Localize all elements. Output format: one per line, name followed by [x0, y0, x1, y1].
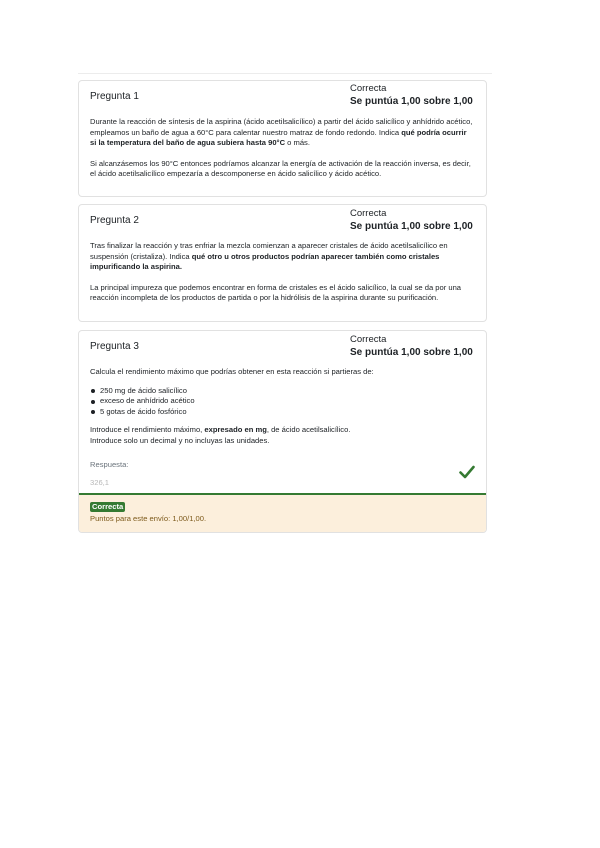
question-card-2: [78, 204, 487, 322]
question-prompt: [90, 241, 475, 273]
prompt-emphasis: qué otro u otros productos podrían aparecer también como cristales impurificando la aspirina.: [90, 251, 440, 271]
feedback-panel: [79, 493, 486, 532]
instruction-text: [90, 425, 475, 436]
question-title: Pregunta 2: [90, 215, 139, 226]
question-text: [90, 241, 475, 304]
question-card-3: [78, 330, 487, 533]
list-item: exceso de anhídrido acético: [90, 396, 475, 407]
question-title: Pregunta 1: [90, 91, 139, 102]
prompt-part: o más.: [285, 138, 310, 147]
question-text: [90, 367, 475, 446]
instruction-part: Introduce el rendimiento máximo,: [90, 425, 205, 434]
check-icon: [459, 465, 475, 479]
question-status: [350, 82, 473, 108]
instruction-emphasis: expresado en mg: [204, 425, 267, 434]
prompt-part: Tras finalizar la reacción y tras enfriar la mezcla comienzan a aparecer cristales de ácido acetilsalicílico en suspensión (cristaliza). Indica: [90, 241, 448, 261]
points-text: Puntos para este envío: 1,00/1,00.: [90, 514, 207, 523]
question-prompt: Calcula el rendimiento máximo que podrías obtener en esta reacción si partieras de:: [90, 367, 374, 376]
grade-text: Se puntúa 1,00 sobre 1,00: [350, 221, 473, 232]
question-status: [350, 207, 473, 233]
answer-label: Respuesta:: [90, 460, 129, 469]
status-text: Correcta: [350, 208, 387, 219]
question-prompt: [90, 117, 475, 149]
question-card-1: [78, 80, 487, 197]
answer-input[interactable]: 326,1: [90, 478, 110, 487]
correct-badge: Correcta: [92, 502, 124, 511]
question-status: [350, 333, 473, 359]
answer-text: Si alcanzásemos los 90°C entonces podríamos alcanzar la energía de activación de la reacción inversa, es decir, el ácido acetilsalicílico empezaría a descomponerse en ácido salicílico y ácido acético.: [90, 158, 471, 178]
status-text: Correcta: [350, 334, 387, 345]
grade-text: Se puntúa 1,00 sobre 1,00: [350, 96, 473, 107]
list-item: 250 mg de ácido salicílico: [90, 386, 475, 397]
status-text: Correcta: [350, 83, 387, 94]
answer-text: La principal impureza que podemos encontrar en forma de cristales es el ácido salicílico, la cual se da por una reacción incompleta de los productos de partida o por la hidrólisis de la aspirina durante su purificación.: [90, 282, 462, 302]
top-divider: [78, 73, 492, 74]
reagent-list: [90, 386, 475, 418]
question-text: [90, 117, 475, 180]
prompt-emphasis: qué podría ocurrir si la temperatura del baño de agua subiera hasta 90°C: [90, 127, 467, 147]
instruction-part: , de ácido acetilsalicílico.: [266, 425, 351, 434]
prompt-part: Durante la reacción de síntesis de la aspirina (ácido acetilsalicílico) a partir del ácido salicílico y anhídrido acético, empleamos un baño de agua a 60°C para calentar nuestro matraz de fondo redondo. Indica: [90, 117, 473, 137]
list-item: 5 gotas de ácido fosfórico: [90, 407, 475, 418]
grade-text: Se puntúa 1,00 sobre 1,00: [350, 347, 473, 358]
question-title: Pregunta 3: [90, 341, 139, 352]
instruction-text-2: Introduce solo un decimal y no incluyas las unidades.: [90, 435, 270, 445]
